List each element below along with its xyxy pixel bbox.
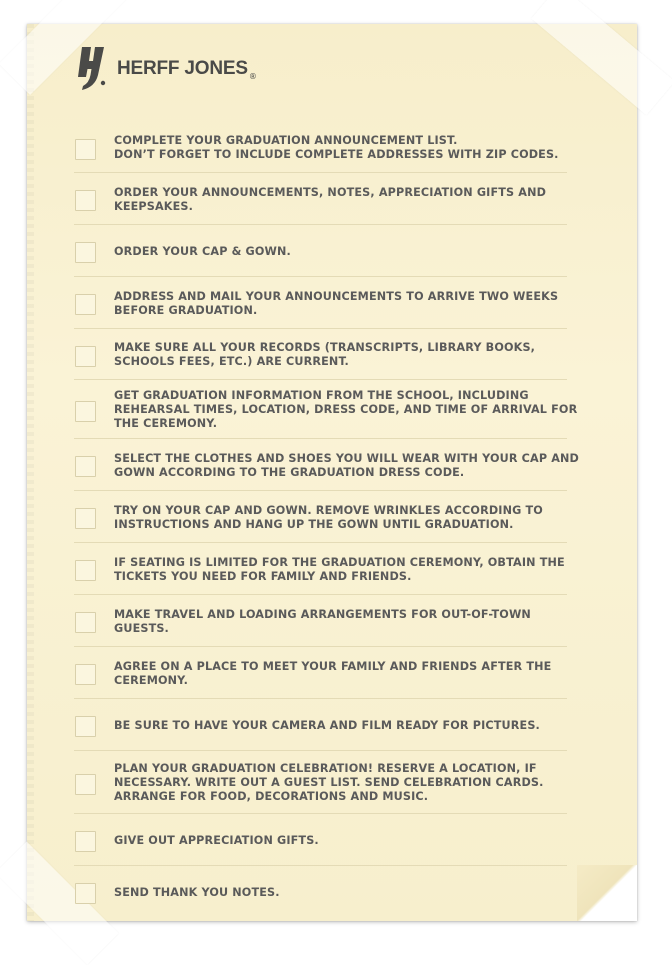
hj-logo-mark-icon: [76, 45, 110, 91]
checkbox[interactable]: [75, 716, 96, 737]
graduation-checklist: [74, 122, 579, 917]
checklist-item-text: SELECT THE CLOTHES AND SHOES YOU WILL WEAR WITH YOUR CAP AND GOWN ACCORDING TO THE GRADUATION DRESS CODE.: [114, 452, 579, 479]
checkbox[interactable]: [75, 401, 96, 422]
checkbox[interactable]: [75, 664, 96, 685]
checkbox[interactable]: [75, 831, 96, 852]
checklist-item-text: IF SEATING IS LIMITED FOR THE GRADUATION CEREMONY, OBTAIN THE TICKETS YOU NEED FOR FAMILY AND FRIENDS.: [114, 556, 565, 583]
checklist-item: [74, 439, 579, 491]
checkbox[interactable]: [75, 139, 96, 160]
checklist-item: [74, 122, 567, 173]
checkbox[interactable]: [75, 612, 96, 633]
checklist-item-text: GET GRADUATION INFORMATION FROM THE SCHOOL, INCLUDING REHEARSAL TIMES, LOCATION, DRESS CODE, AND TIME OF ARRIVAL FOR THE CEREMONY.: [114, 389, 578, 430]
checklist-item: [74, 647, 567, 699]
checklist-item: [74, 814, 567, 866]
brand-name: HERFF JONES: [117, 58, 248, 79]
checklist-item-text: ADDRESS AND MAIL YOUR ANNOUNCEMENTS TO ARRIVE TWO WEEKS BEFORE GRADUATION.: [114, 290, 559, 317]
checklist-item-text: SEND THANK YOU NOTES.: [114, 886, 280, 899]
checklist-item-text: MAKE SURE ALL YOUR RECORDS (TRANSCRIPTS, LIBRARY BOOKS, SCHOOLS FEES, ETC.) ARE CURRENT.: [114, 341, 536, 368]
checklist-item: [74, 329, 567, 380]
checklist-item-text: AGREE ON A PLACE TO MEET YOUR FAMILY AND FRIENDS AFTER THE CEREMONY.: [114, 660, 552, 687]
checklist-item: [74, 491, 567, 543]
checklist-item-text: ORDER YOUR ANNOUNCEMENTS, NOTES, APPRECIATION GIFTS AND KEEPSAKES.: [114, 186, 547, 213]
checklist-item: [74, 699, 567, 751]
checklist-item-text: ORDER YOUR CAP & GOWN.: [114, 245, 291, 258]
checkbox[interactable]: [75, 560, 96, 581]
paper-edge: [27, 24, 34, 921]
checklist-item: [74, 380, 578, 439]
registered-mark: ®: [248, 71, 257, 81]
checklist-item-text: MAKE TRAVEL AND LOADING ARRANGEMENTS FOR OUT-OF-TOWN GUESTS.: [114, 608, 531, 635]
checklist-item: [74, 866, 567, 917]
checkbox[interactable]: [75, 346, 96, 367]
checklist-item-text: PLAN YOUR GRADUATION CELEBRATION! RESERVE A LOCATION, IF NECESSARY. WRITE OUT A GUEST LIST. SEND CELEBRATION CARDS. ARRANGE FOR FOOD, DECORATIONS AND MUSIC.: [114, 762, 544, 803]
checkbox[interactable]: [75, 242, 96, 263]
checklist-item-text: COMPLETE YOUR GRADUATION ANNOUNCEMENT LIST. DON’T FORGET TO INCLUDE COMPLETE ADDRESSES WITH ZIP CODES.: [114, 134, 559, 161]
checklist-item: [74, 595, 567, 647]
checklist-item: [74, 225, 567, 277]
checkbox[interactable]: [75, 508, 96, 529]
checkbox[interactable]: [75, 883, 96, 904]
checklist-item-text: GIVE OUT APPRECIATION GIFTS.: [114, 834, 319, 847]
checkbox[interactable]: [75, 190, 96, 211]
checklist-item: [74, 751, 567, 814]
checklist-item-text: BE SURE TO HAVE YOUR CAMERA AND FILM READY FOR PICTURES.: [114, 719, 540, 732]
checklist-item: [74, 173, 567, 225]
checkbox[interactable]: [75, 774, 96, 795]
herff-jones-logo: [76, 45, 257, 91]
checklist-item: [74, 543, 567, 595]
checklist-item-text: TRY ON YOUR CAP AND GOWN. REMOVE WRINKLES ACCORDING TO INSTRUCTIONS AND HANG UP THE GOWN UNTIL GRADUATION.: [114, 504, 543, 531]
checkbox[interactable]: [75, 294, 96, 315]
checkbox[interactable]: [75, 456, 96, 477]
checklist-item: [74, 277, 567, 329]
